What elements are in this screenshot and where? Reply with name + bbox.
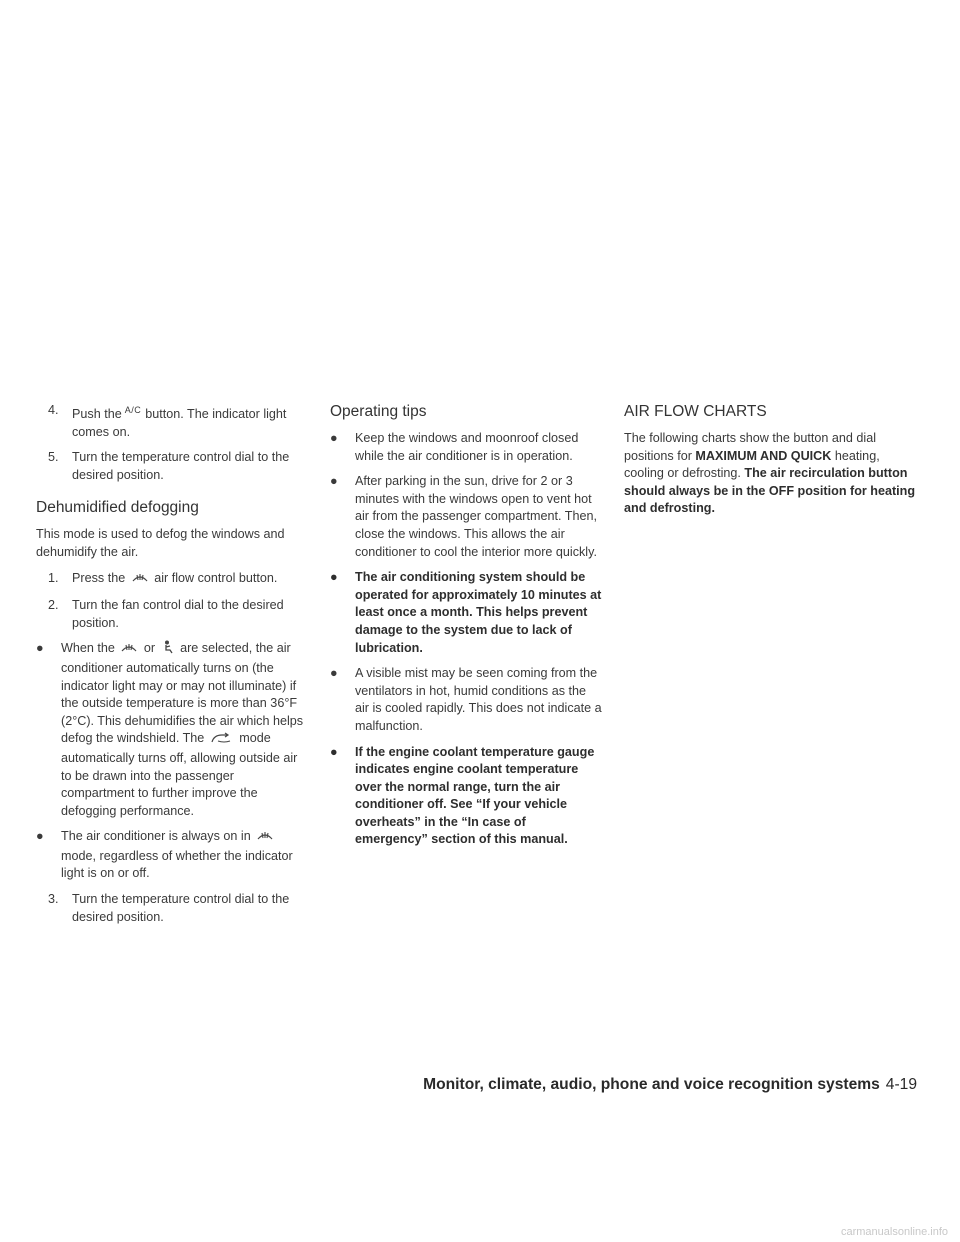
tip-item [330,430,602,465]
tip-text: If the engine coolant temperature gauge indicates engine coolant temperature over the normal range, turn the air conditioner off. See “If your vehicle overheats” in the “In case of emergency” section of this manual. [355,744,595,847]
tip-item-bold [330,744,602,850]
bullet-dot: ● [36,641,44,656]
step-4 [36,402,308,441]
bullet-dot: ● [36,829,44,844]
step-text: Turn the fan control dial to the desired position. [72,598,284,630]
step-text: button. The indicator light comes on. [72,407,287,439]
bullet-item [36,640,308,820]
bullet-item [36,828,308,883]
paragraph-text: heating, cooling or defrosting. [624,448,880,481]
step-number: 4. [48,403,59,417]
section-heading-dehumidified-defogging: Dehumidified defogging [36,499,199,517]
column-left [36,402,308,934]
paragraph-bold-text: MAXIMUM AND QUICK [695,448,832,463]
bullet-text: mode, regardless of whether the indicator light is on or off. [61,848,293,881]
bullet-dot: ● [330,474,338,489]
intro-paragraph: This mode is used to defog the windows and dehumidify the air. [36,527,285,559]
step-text: air flow control button. [154,570,278,585]
tip-item [330,473,602,561]
paragraph-bold-text: The air recirculation button should always be in the OFF position for heating and defrosting. [624,466,916,516]
dehum-step-3 [36,891,308,926]
step-number: 2. [48,598,59,613]
step-number: 1. [48,570,59,585]
step-text: Press the [72,570,126,585]
bullet-dot: ● [330,570,338,585]
recirculation-icon [210,732,234,750]
tip-text: The air conditioning system should be operated for approximately 10 minutes at least once a month. This helps prevent damage to the system due to lack of lubrication. [355,570,602,655]
step-text: Turn the temperature control dial to the desired position. [72,450,290,482]
foot-defrost-mode-icon [161,640,175,660]
bullet-text: mode automatically turns off, allowing outside air to be drawn into the passenger compartment to further improve the defogging performance. [61,731,298,818]
dehum-step-2 [36,597,308,632]
watermark: carmanualsonline.info [840,1226,948,1238]
bullet-text: The air conditioner is always on in [61,829,251,844]
tip-text: After parking in the sun, drive for 2 or 3 minutes with the windows open to vent hot air from the passenger compartment. Then, close the windows. This allows the air conditioner to cool the interior more quickly. [355,474,597,559]
step-text: Turn the temperature control dial to the desired position. [72,892,290,924]
dehum-step-1 [36,570,308,590]
paragraph-text: The following charts show the button and dial positions for [624,431,877,463]
tip-item-bold [330,569,602,657]
bullet-text: When the [61,641,115,656]
column-right [624,402,920,526]
bullet-text: are selected, the air conditioner automatically turns on (the indicator light may or may not illuminate) if the outside temperature is more than 36°F (2°C). This dehumidifies the air which helps defog the windshield. The [61,641,304,746]
defrost-foot-icon [120,642,138,660]
tip-item [330,665,602,735]
ac-button-icon: A/C [124,405,142,415]
step-5 [36,449,308,484]
column-middle [330,402,602,857]
page-number: 4-19 [885,1076,917,1093]
bullet-dot: ● [330,744,338,759]
step-number: 3. [48,892,59,907]
section-heading-operating-tips: Operating tips [330,403,427,420]
step-number: 5. [48,450,59,465]
bullet-text: or [143,641,156,656]
defrost-foot-icon [256,830,274,848]
page-footer [0,1076,917,1094]
bullet-dot: ● [330,431,338,445]
footer-section-title: Monitor, climate, audio, phone and voice recognition systems [423,1076,880,1093]
tip-text: A visible mist may be seen coming from the ventilators in hot, humid conditions as the air is cooled rapidly. This does not indicate a malfunction. [355,666,602,733]
air-flow-paragraph [624,430,920,518]
defrost-foot-icon [131,572,149,590]
tip-text: Keep the windows and moonroof closed while the air conditioner is in operation. [355,431,579,463]
section-heading-air-flow-charts: AIR FLOW CHARTS [624,403,767,420]
step-text: Push the [72,407,122,421]
bullet-dot: ● [330,666,338,681]
